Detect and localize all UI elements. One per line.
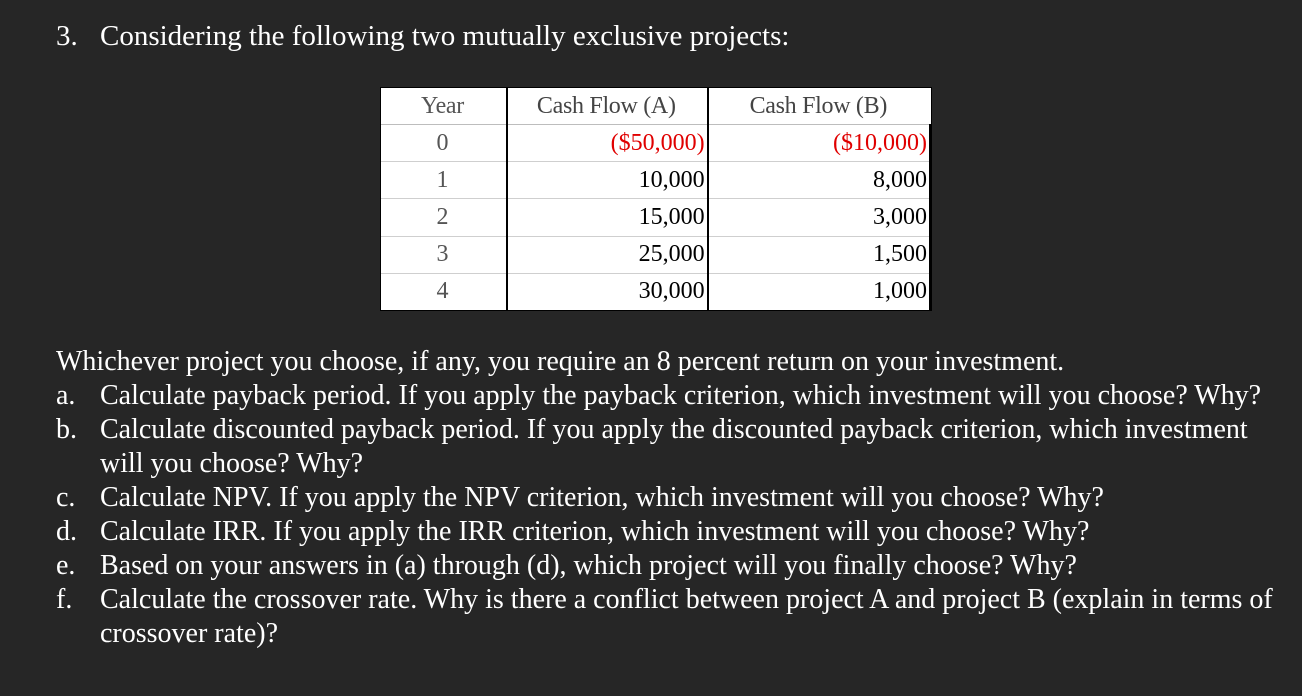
cash-flow-table <box>380 87 932 311</box>
year-cell: 4 <box>436 278 449 305</box>
cash-flow-b-cell: ($10,000) <box>708 125 930 162</box>
sub-question-label: c. <box>56 482 76 513</box>
question-number: 3. <box>56 20 78 52</box>
table-header-row <box>381 88 930 125</box>
header-cash-flow-b: Cash Flow (B) <box>708 88 930 125</box>
cash-flow-grid <box>381 88 931 310</box>
sub-question-text: Calculate NPV. If you apply the NPV criterion, which investment will you choose? Why? <box>100 482 1104 513</box>
sub-question-text: Calculate the crossover rate. Why is there a conflict between project A and project B (explain in terms of crossover rate)? <box>100 584 1273 649</box>
table-row <box>381 125 930 162</box>
sub-question-b <box>56 413 1286 481</box>
question-body <box>56 345 1286 651</box>
year-cell: 1 <box>381 162 507 199</box>
table-row <box>381 273 930 310</box>
year-cell: 0 <box>381 125 507 162</box>
question-title: Considering the following two mutually exclusive projects: <box>100 20 790 52</box>
header-cash-flow-a: Cash Flow (A) <box>507 88 708 125</box>
table-row <box>381 162 930 199</box>
year-cell: 2 <box>381 199 507 236</box>
cash-flow-a-cell: 10,000 <box>507 162 708 199</box>
cash-flow-a-cell: 30,000 <box>507 273 708 310</box>
sub-question-e <box>56 549 1286 583</box>
sub-question-label: f. <box>56 584 73 615</box>
cash-flow-a-cell: 25,000 <box>507 236 708 273</box>
sub-question-text: Calculate IRR. If you apply the IRR criterion, which investment will you choose? Why? <box>100 516 1090 547</box>
sub-question-text: Calculate payback period. If you apply the payback criterion, which investment will you choose? Why? <box>100 380 1262 411</box>
cash-flow-b-cell: 3,000 <box>708 199 930 236</box>
sub-question-a <box>56 379 1286 413</box>
sub-question-c <box>56 481 1286 515</box>
question-heading <box>56 16 789 56</box>
cash-flow-a-cell: ($50,000) <box>507 125 708 162</box>
sub-question-label: b. <box>56 414 77 445</box>
table-row <box>381 199 930 236</box>
cash-flow-a-cell: 15,000 <box>507 199 708 236</box>
sub-question-f <box>56 583 1286 651</box>
sub-question-d <box>56 515 1286 549</box>
table-row <box>381 236 930 273</box>
sub-question-label: e. <box>56 550 76 581</box>
year-cell: 3 <box>381 236 507 273</box>
cash-flow-b-cell: 1,500 <box>708 236 930 273</box>
sub-question-label: a. <box>56 380 76 411</box>
cash-flow-b-cell: 1,000 <box>708 273 930 310</box>
requirement-statement: Whichever project you choose, if any, you require an 8 percent return on your investment. <box>56 346 1065 377</box>
sub-question-label: d. <box>56 516 77 547</box>
header-year: Year <box>381 88 507 125</box>
sub-question-text: Based on your answers in (a) through (d), which project will you finally choose? Why? <box>100 550 1077 581</box>
sub-question-text: Calculate discounted payback period. If you apply the discounted payback criterion, which investment will you choose? Why? <box>100 414 1248 479</box>
cash-flow-b-cell: 8,000 <box>708 162 930 199</box>
